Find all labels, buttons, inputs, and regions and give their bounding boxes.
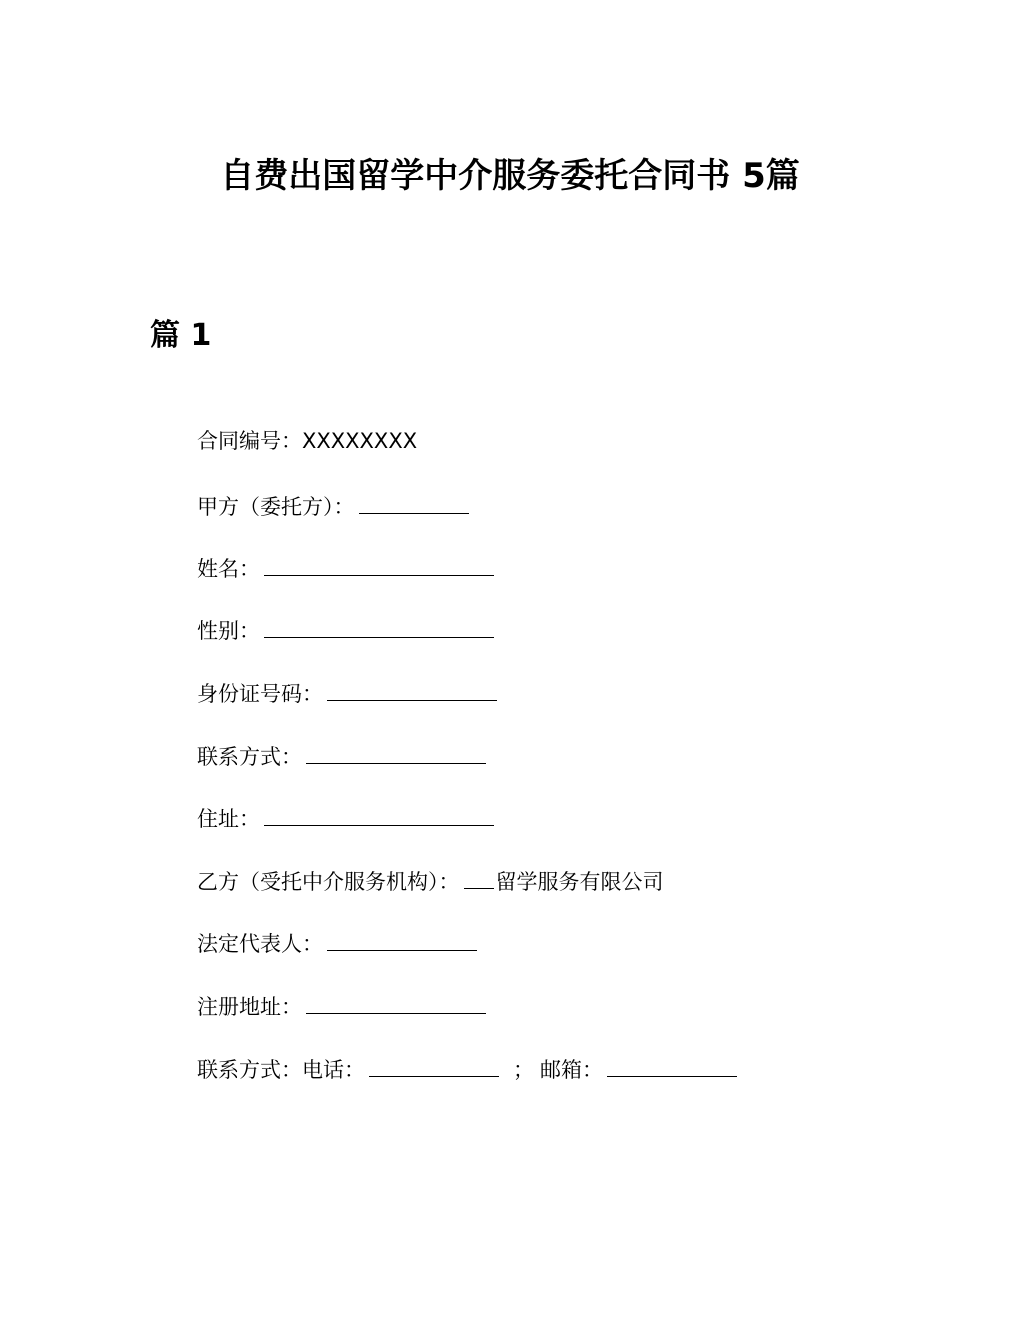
name-field (197, 554, 494, 584)
contract-number-label: 合同编号： (197, 429, 302, 453)
id-number-label: 身份证号码： (197, 682, 323, 706)
party-b-label: 乙方（受托中介服务机构）： (197, 870, 460, 894)
phone-blank[interactable] (369, 1056, 499, 1077)
party-b-phone-label: 联系方式：电话： (197, 1058, 365, 1082)
party-a-contact-field (197, 742, 486, 772)
gender-blank[interactable] (264, 617, 494, 638)
email-blank[interactable] (607, 1056, 737, 1077)
party-a-contact-label: 联系方式： (197, 745, 302, 769)
gender-field (197, 616, 494, 646)
section-heading: 篇 1 (150, 318, 212, 353)
id-number-blank[interactable] (327, 680, 497, 701)
legal-rep-label: 法定代表人： (197, 932, 323, 956)
name-label: 姓名： (197, 557, 260, 581)
name-blank[interactable] (264, 555, 494, 576)
reg-address-label: 注册地址： (197, 995, 302, 1019)
party-a-label: 甲方（委托方）： (197, 495, 355, 519)
reg-address-blank[interactable] (306, 993, 486, 1014)
email-label: 邮箱： (540, 1058, 603, 1082)
party-b-field (197, 867, 664, 897)
party-a-field (197, 492, 469, 522)
gender-label: 性别： (197, 619, 260, 643)
legal-rep-field (197, 929, 477, 959)
contact-separator: ； (513, 1058, 534, 1082)
party-b-name-suffix: 留学服务有限公司 (495, 870, 664, 894)
party-b-contact-field (197, 1055, 737, 1085)
document-title: 自费出国留学中介服务委托合同书 5篇 (220, 156, 800, 196)
legal-rep-blank[interactable] (327, 930, 477, 951)
address-field (197, 804, 494, 834)
address-label: 住址： (197, 807, 260, 831)
contract-number-value: XXXXXXXX (302, 429, 418, 453)
party-b-blank[interactable] (464, 868, 494, 889)
id-number-field (197, 679, 497, 709)
reg-address-field (197, 992, 486, 1022)
party-a-blank[interactable] (359, 493, 469, 514)
contract-number-field (197, 426, 417, 456)
address-blank[interactable] (264, 805, 494, 826)
party-a-contact-blank[interactable] (306, 743, 486, 764)
